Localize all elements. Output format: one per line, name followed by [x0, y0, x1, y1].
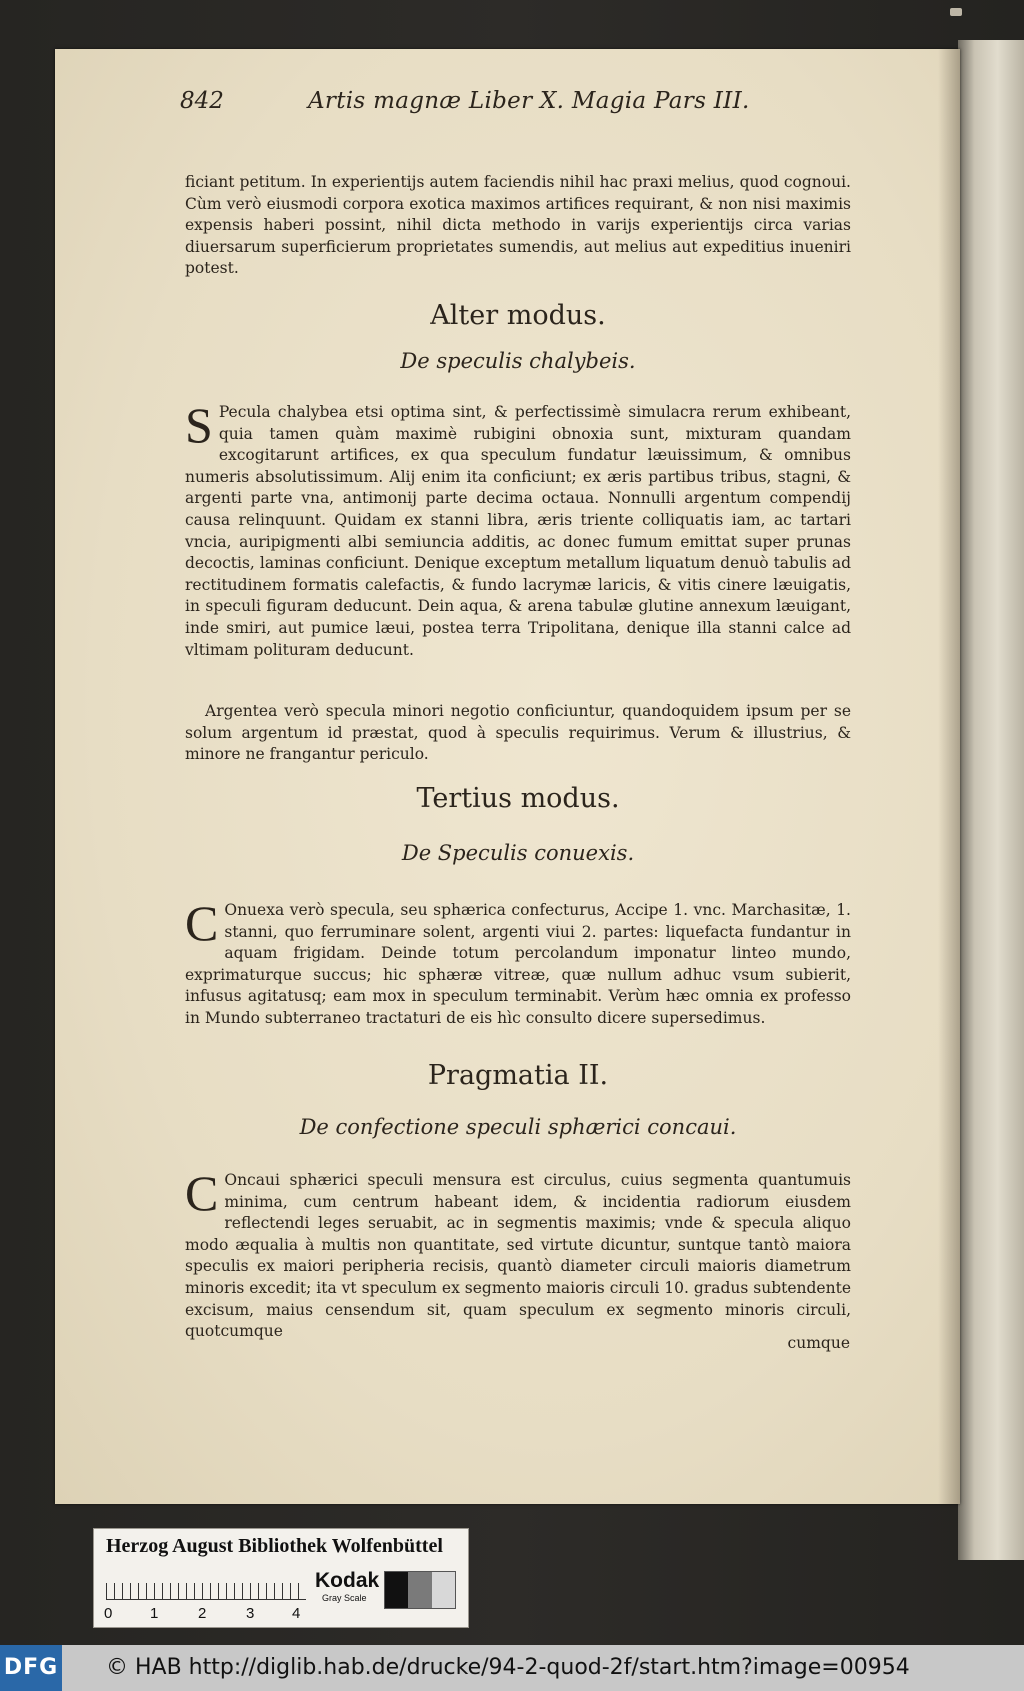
drop-capital: C: [185, 895, 219, 951]
catchword: cumque: [787, 1334, 850, 1352]
library-name: Herzog August Bibliothek Wolfenbüttel: [106, 1535, 443, 1557]
running-head: [180, 88, 780, 128]
paragraph-concaui: [185, 1165, 851, 1343]
leaf-edge-mark: [950, 8, 962, 16]
ruler-number: 1: [150, 1605, 159, 1622]
paragraph-argentea: Argentea verò specula minori negotio conficiuntur, quandoquidem ipsum per se solum argentum id præstat, quod à speculis requirimus. Verum & illustrius, & minore ne frangantur periculo.: [185, 702, 851, 764]
adjacent-page-edge: [958, 40, 1024, 1560]
ruler-number: 4: [292, 1605, 301, 1622]
subheading-speculis-chalybeis: De speculis chalybeis.: [400, 349, 636, 373]
paragraph-text: Oncaui sphærici speculi mensura est circulus, cuius segmenta quantumuis minima, cum centrum habeant idem, & incidentia radiorum eiusdem reflectendi leges seruabit, ac in segmentis maximis; vnde & specula aliquo modo æqualia à multis non quantitate, sed virtute dicuntur, suntque tantò maiora speculis ex maiori peripheria recisis, quantò diameter circuli maioris diametrum minoris excedit; ita vt speculum ex segmento maioris circuli 10. gradus subtendente excisum, maius censendum sit, quam speculum ex segmento minoris circuli, quotcumque: [185, 1171, 851, 1341]
paragraph-chalybea: [185, 397, 851, 661]
page-number: 842: [180, 88, 224, 114]
ruler-number: 2: [198, 1605, 207, 1622]
ruler-number: 3: [246, 1605, 255, 1622]
paragraph-text: Onuexa verò specula, seu sphærica confecturus, Accipe 1. vnc. Marchasitæ, 1. stanni, quo ferruminare solent, argenti viui 2. partes: liquefacta fundantur in aquam frigidam. Deinde totum percolandum imponatur linteo mundo, exprimaturque succus; hic sphæræ vitreæ, quæ nullum adhuc vsum subierit, infusus agitatusq; eam mox in speculum terminabit. Verùm hæc omnia ex professo in Mundo subterraneo tractaturi de eis hìc consulto dicere supersedimus.: [185, 901, 851, 1027]
library-label-card: [93, 1528, 469, 1628]
footer-strip: [0, 1645, 1024, 1691]
dfg-logo: DFG: [0, 1645, 62, 1691]
heading-pragmatia: Pragmatia II.: [427, 1060, 609, 1091]
drop-capital: S: [185, 397, 213, 453]
subheading-speculis-conuexis: De Speculis conuexis.: [401, 841, 635, 865]
paragraph-continued: ficiant petitum. In experientijs autem faciendis nihil hac praxi melius, quod cognoui. Cùm verò eiusmodi corpora exotica maximos artifices requirant, & non nisi maximis expensis haberi possint, nihil dicta methodo in varijs experientijs circa varias diuersarum superficierum proprietates sumendis, aut melius aut expeditius inueniri potest.: [185, 173, 851, 278]
paragraph-conuexa: [185, 895, 851, 1030]
ruler-number: 0: [104, 1605, 113, 1622]
scale-ruler: [106, 1569, 306, 1600]
heading-tertius-modus: Tertius modus.: [416, 783, 620, 814]
paragraph-text: Pecula chalybea etsi optima sint, & perfectissimè simulacra rerum exhibeant, quia tamen quàm maximè rubigini obnoxia sunt, mixturam quandam excogitarunt artifices, ex qua speculum fundatur læuissimum, & omnibus numeris absolutissimum. Alij enim ita conficiunt; ex æris partibus tribus, stagni, & argenti parte vna, antimonij parte decima octaua. Nonnulli argentum compendij causa relinquunt. Quidam ex stanni libra, æris triente colliquatis iam, ac tartari vncia, auripigmenti albi semiuncia additis, ac donec fumum emittat super prunas decoctis, laminas conficiunt. Denique exceptum metallum liquatum denuò tabulis ad rectitudinem formatis calefactis, & fundo lacrymæ laricis, & vitis cinere læuigatis, in speculi figuram deducunt. Dein aqua, & arena tabulæ glutine annexum læuigant, inde smiri, aut pumice læui, postea terra Tripolitana, denique illa stanni calce ad vltimam polituram deducunt.: [185, 403, 851, 659]
gray-scale-label: Gray Scale: [322, 1593, 367, 1603]
gray-scale-patches: [384, 1571, 456, 1609]
gray-patch-dark: [385, 1572, 408, 1608]
subheading-speculi-concaui: De confectione speculi sphærici concaui.: [299, 1115, 737, 1139]
gray-patch-mid: [408, 1572, 431, 1608]
heading-alter-modus: Alter modus.: [430, 300, 606, 331]
gray-patch-light: [432, 1572, 455, 1608]
kodak-logo: Kodak: [315, 1569, 380, 1592]
running-title: Artis magnæ Liber X. Magia Pars III.: [308, 88, 750, 114]
page-gutter-shadow: [938, 49, 960, 1504]
drop-capital: C: [185, 1165, 219, 1221]
copyright-url[interactable]: © HAB http://diglib.hab.de/drucke/94-2-quod-2f/start.htm?image=00954: [106, 1655, 910, 1680]
